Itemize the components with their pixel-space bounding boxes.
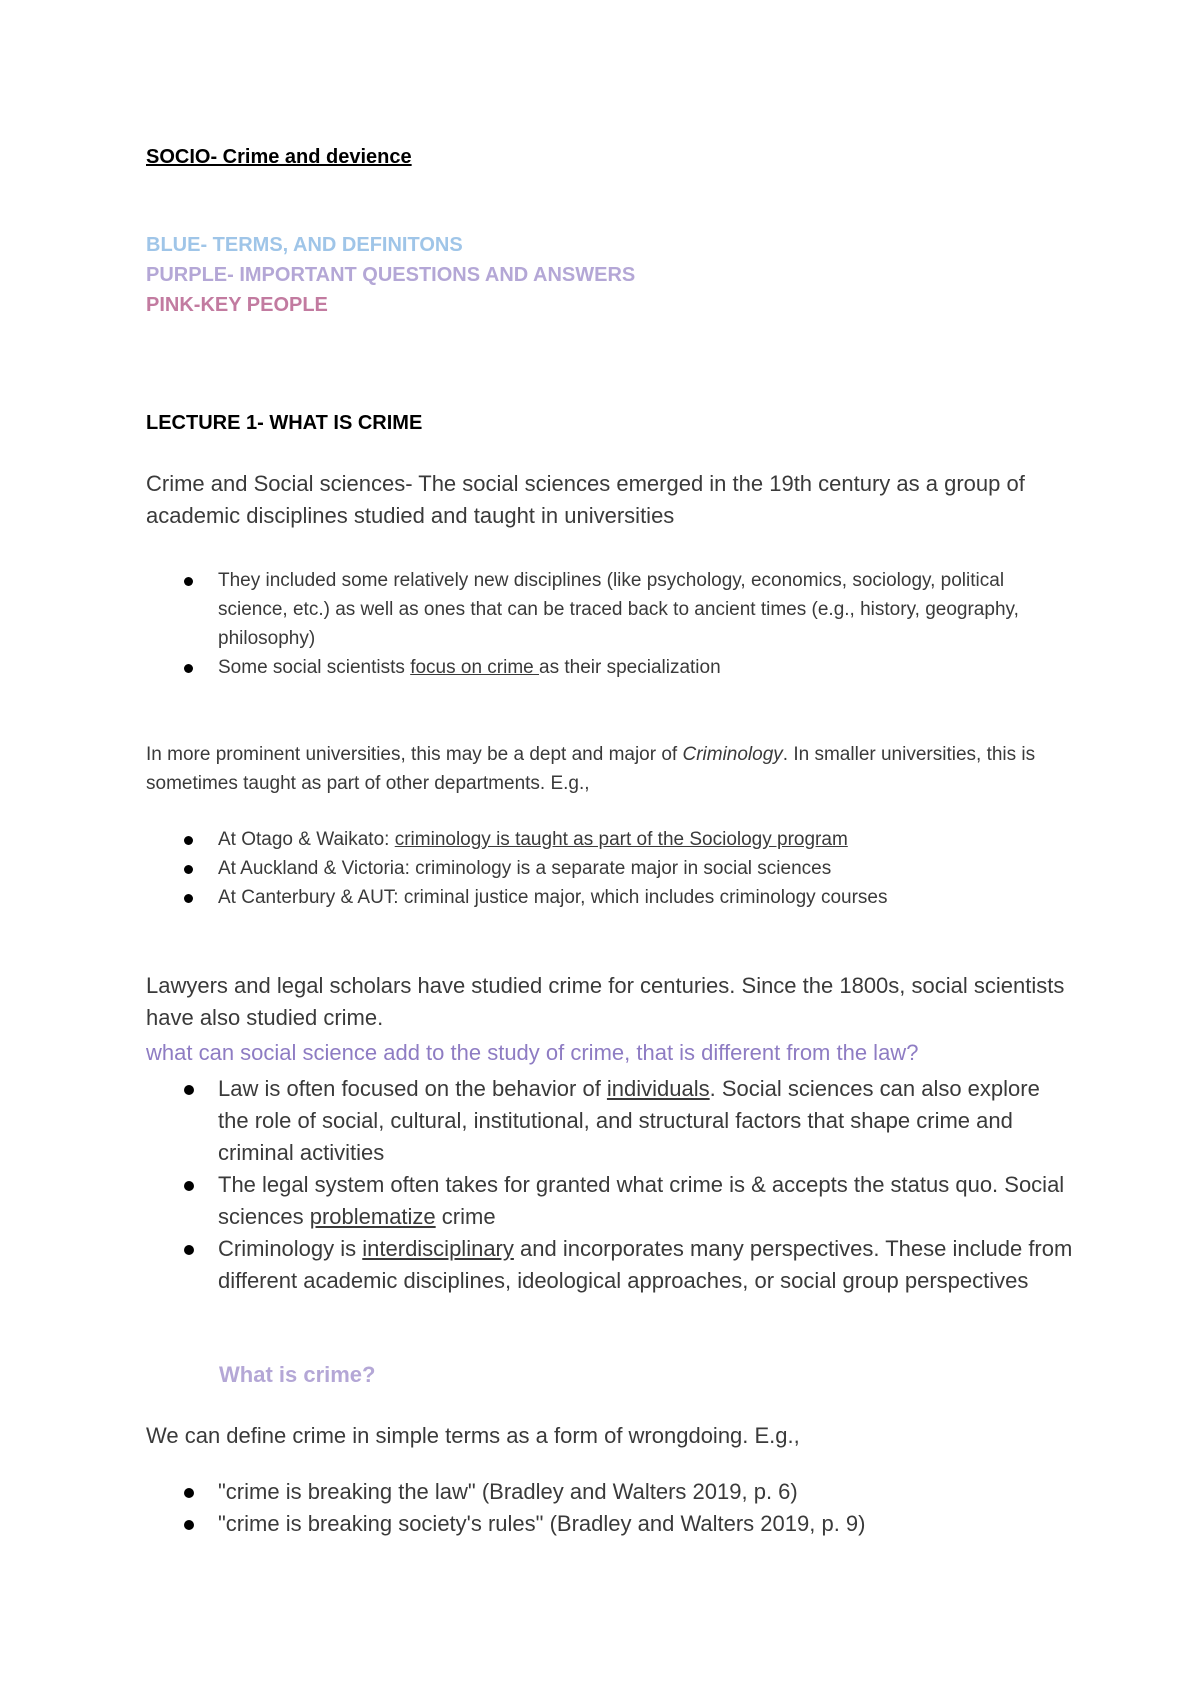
list-item: At Canterbury & AUT: criminal justice major, which includes criminology courses (146, 883, 1076, 912)
list-item: "crime is breaking the law" (Bradley and Walters 2019, p. 6) (146, 1476, 1076, 1508)
list-item: At Auckland & Victoria: criminology is a separate major in social sciences (146, 854, 1076, 883)
answers-bullet-list (146, 1073, 1076, 1297)
list-item: "crime is breaking society's rules" (Bradley and Walters 2019, p. 9) (146, 1508, 1076, 1540)
list-item: Some social scientists focus on crime as their specialization (146, 653, 1076, 682)
intro-paragraph: Crime and Social sciences- The social sciences emerged in the 19th century as a group of academic disciplines studied and taught in universities (146, 471, 1025, 528)
lawyers-paragraph: Lawyers and legal scholars have studied crime for centuries. Since the 1800s, social scientists have also studied crime. (146, 973, 1065, 1030)
list-item: They included some relatively new disciplines (like psychology, economics, sociology, political science, etc.) as well as ones that can be traced back to ancient times (e.g., history, geography, philosophy) (146, 566, 1076, 653)
definition-paragraph: We can define crime in simple terms as a form of wrongdoing. E.g., (146, 1423, 800, 1448)
lecture-heading: LECTURE 1- WHAT IS CRIME (146, 412, 423, 434)
universities-paragraph: In more prominent universities, this may be a dept and major of Criminology. In smaller universities, this is sometimes taught as part of other departments. E.g., (146, 744, 1036, 794)
universities-bullet-list (146, 825, 1076, 912)
intro-bullet-list (146, 566, 1076, 682)
list-item: At Otago & Waikato: criminology is taught as part of the Sociology program (146, 825, 1076, 854)
question-text: what can social science add to the study of crime, that is different from the law? (146, 1040, 919, 1065)
list-item: Criminology is interdisciplinary and incorporates many perspectives. These include from different academic disciplines, ideological approaches, or social group perspectives (146, 1233, 1076, 1297)
document-title: SOCIO- Crime and devience (146, 146, 412, 168)
list-item: The legal system often takes for granted what crime is & accepts the status quo. Social sciences problematize crime (146, 1169, 1076, 1233)
legend-blue: BLUE- TERMS, AND DEFINITONS (146, 234, 463, 256)
list-item: Law is often focused on the behavior of individuals. Social sciences can also explore the role of social, cultural, institutional, and structural factors that shape crime and criminal activities (146, 1073, 1076, 1169)
definition-bullet-list (146, 1476, 1076, 1540)
what-is-crime-heading: What is crime? (219, 1362, 376, 1387)
legend-pink: PINK-KEY PEOPLE (146, 294, 328, 316)
legend-purple: PURPLE- IMPORTANT QUESTIONS AND ANSWERS (146, 264, 636, 286)
